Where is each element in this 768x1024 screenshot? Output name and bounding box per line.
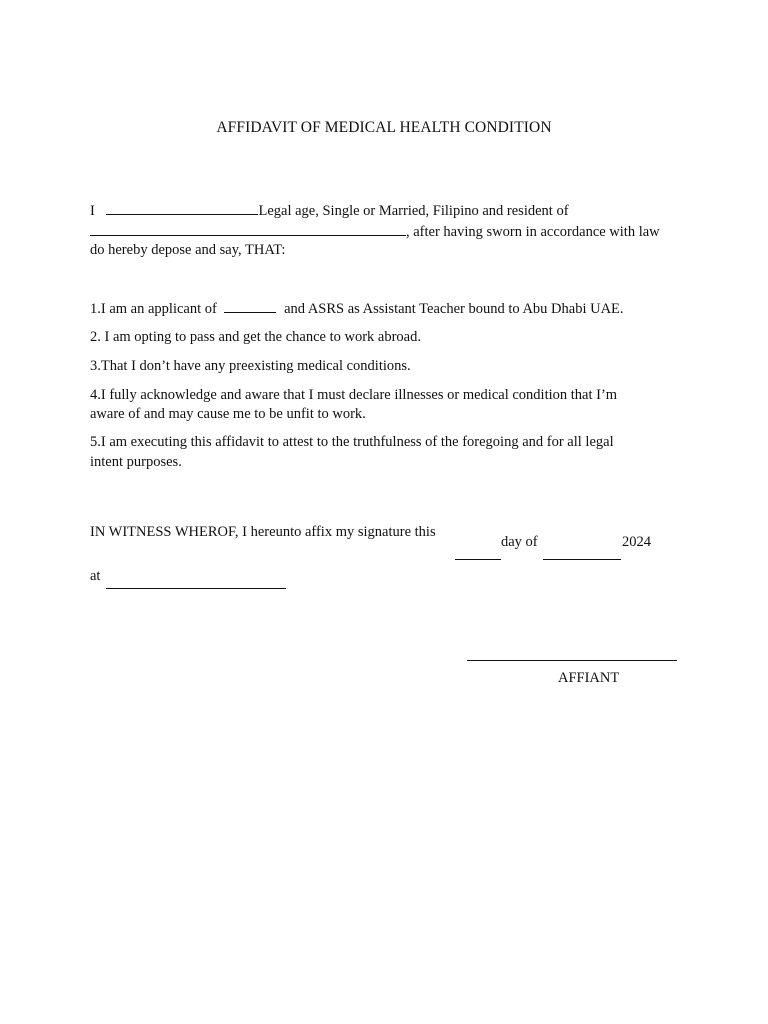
- item-3: 3.That I don’t have any preexisting medical conditions.: [90, 358, 411, 374]
- at-label: at: [90, 568, 101, 584]
- intro-line-2: [90, 223, 660, 241]
- item-1-suffix: and ASRS as Assistant Teacher bound to Abu Dhabi UAE.: [284, 301, 624, 317]
- intro-line-3: do hereby depose and say, THAT:: [90, 242, 286, 258]
- intro-line-1: [90, 202, 569, 220]
- year-label: 2024: [622, 534, 651, 550]
- intro-after-residence: , after having sworn in accordance with law: [406, 224, 660, 240]
- item-4-line-1: 4.I fully acknowledge and aware that I must declare illnesses or medical condition that I’m: [90, 387, 618, 403]
- intro-pronoun: I: [90, 203, 95, 219]
- residence-blank[interactable]: [90, 223, 406, 236]
- name-blank[interactable]: [106, 202, 258, 215]
- witness-text: IN WITNESS WHEROF, I hereunto affix my signature this: [90, 524, 436, 540]
- item-1-prefix: 1.I am an applicant of: [90, 301, 217, 317]
- day-blank[interactable]: [455, 559, 501, 560]
- item-1: [90, 300, 624, 318]
- month-blank[interactable]: [543, 559, 621, 560]
- applicant-blank[interactable]: [224, 300, 276, 313]
- item-5-line-2: intent purposes.: [90, 454, 182, 470]
- affiant-label: AFFIANT: [558, 670, 620, 686]
- intro-after-name: Legal age, Single or Married, Filipino and resident of: [258, 203, 569, 219]
- place-blank[interactable]: [106, 588, 286, 589]
- signature-line[interactable]: [467, 660, 677, 661]
- item-5-line-1: 5.I am executing this affidavit to attest to the truthfulness of the foregoing and for all legal: [90, 434, 614, 450]
- item-4-line-2: aware of and may cause me to be unfit to work.: [90, 406, 366, 422]
- document-title: AFFIDAVIT OF MEDICAL HEALTH CONDITION: [216, 119, 552, 136]
- day-of-label: day of: [501, 534, 538, 550]
- item-2: 2. I am opting to pass and get the chance to work abroad.: [90, 329, 421, 345]
